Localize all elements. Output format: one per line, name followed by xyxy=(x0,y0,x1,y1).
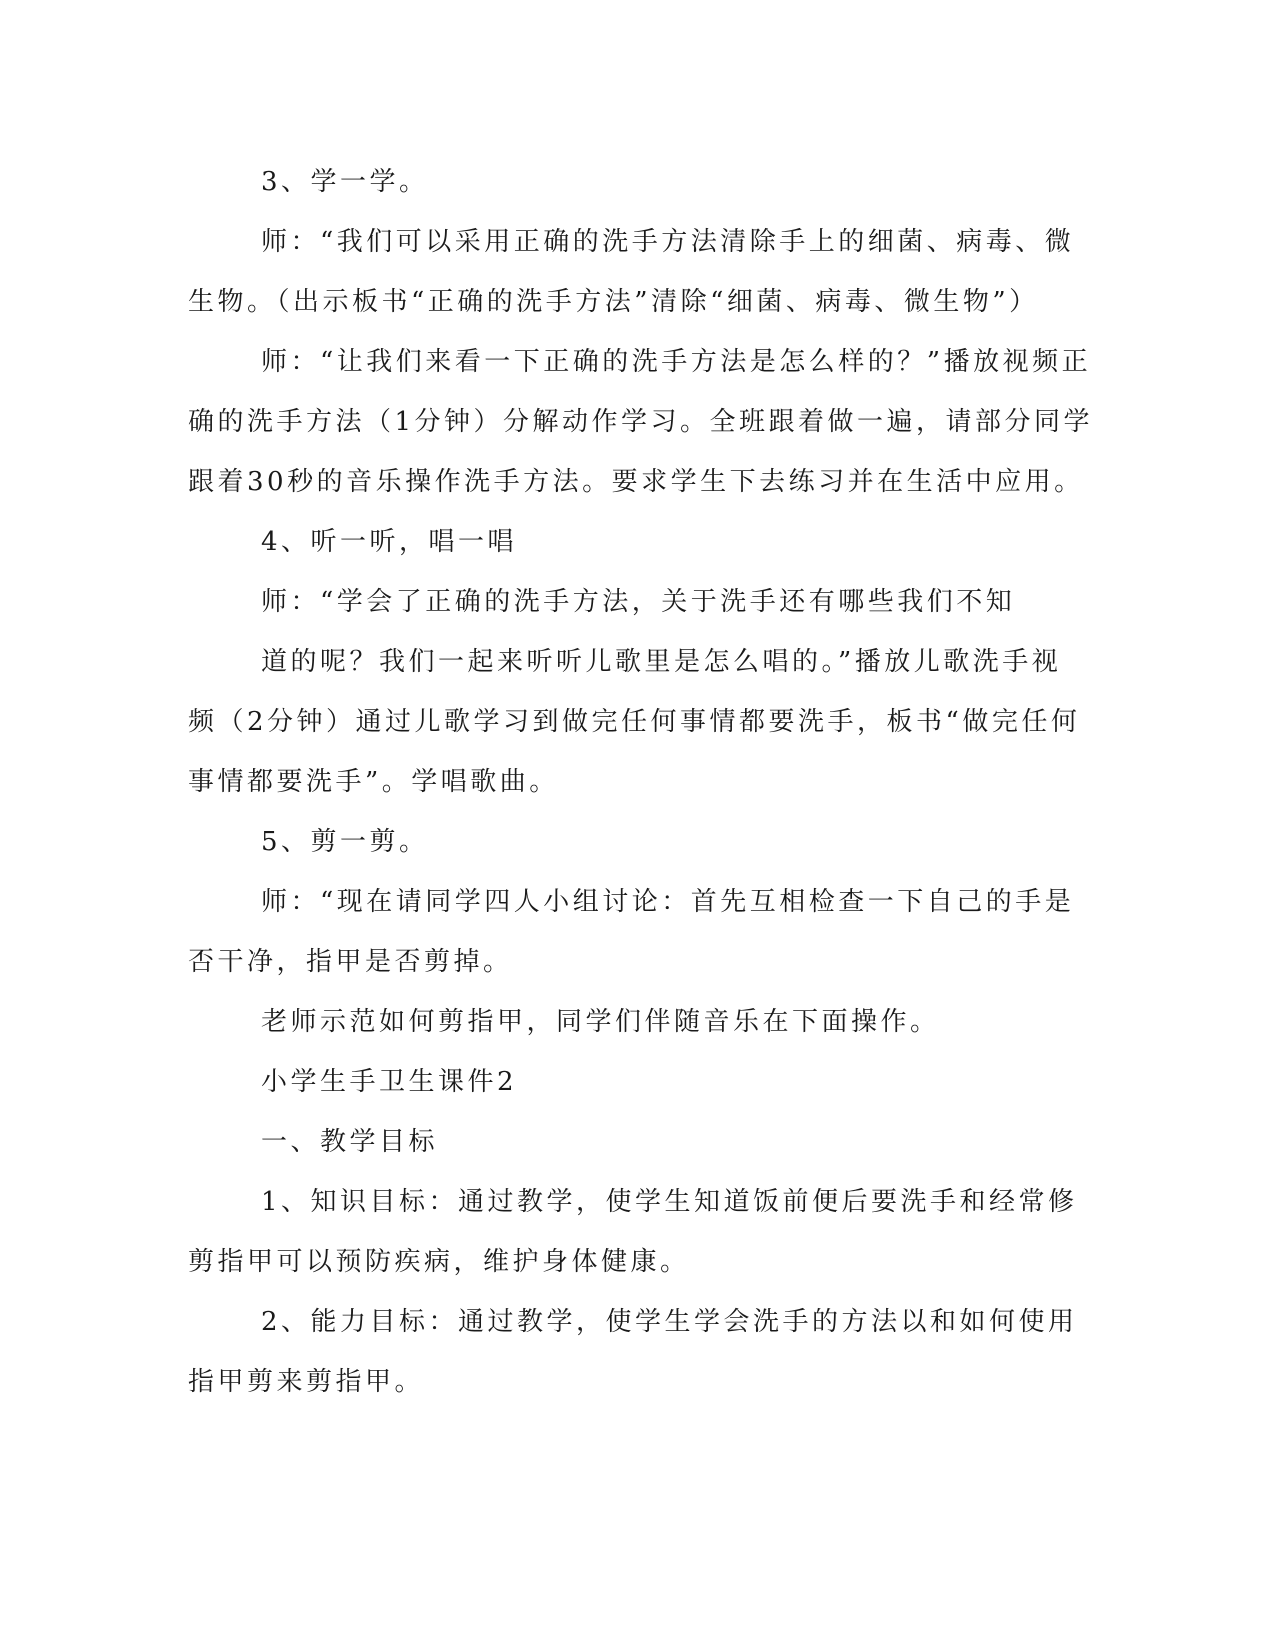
paragraph-line: 1、知识目标：通过教学，使学生知道饭前便后要洗手和经常修 xyxy=(261,1187,1078,1217)
paragraph-line: 跟着30秒的音乐操作洗手方法。要求学生下去练习并在生活中应用。 xyxy=(188,467,1084,497)
heading-step-4: 4、听一听，唱一唱 xyxy=(261,527,518,557)
paragraph-line: 2、能力目标：通过教学，使学生学会洗手的方法以和如何使用 xyxy=(261,1307,1078,1337)
paragraph-line: 师：“让我们来看一下正确的洗手方法是怎么样的？”播放视频正 xyxy=(261,347,1092,377)
paragraph-line: 老师示范如何剪指甲，同学们伴随音乐在下面操作。 xyxy=(261,1007,940,1037)
paragraph-line: 事情都要洗手”。学唱歌曲。 xyxy=(188,767,559,797)
heading-step-5: 5、剪一剪。 xyxy=(261,827,429,857)
paragraph-line: 师：“学会了正确的洗手方法，关于洗手还有哪些我们不知 xyxy=(261,587,1016,617)
paragraph-line: 师：“我们可以采用正确的洗手方法清除手上的细菌、病毒、微 xyxy=(261,227,1075,257)
paragraph-line: 否干净，指甲是否剪掉。 xyxy=(188,947,513,977)
section-title: 小学生手卫生课件2 xyxy=(261,1067,518,1097)
subsection-title: 一、教学目标 xyxy=(261,1127,439,1157)
paragraph-line: 道的呢？我们一起来听听儿歌里是怎么唱的。”播放儿歌洗手视 xyxy=(261,647,1062,677)
paragraph-line: 生物。（出示板书“正确的洗手方法”清除“细菌、病毒、微生物”） xyxy=(188,287,1039,317)
paragraph-line: 指甲剪来剪指甲。 xyxy=(188,1367,425,1397)
paragraph-line: 师：“现在请同学四人小组讨论：首先互相检查一下自己的手是 xyxy=(261,887,1075,917)
paragraph-line: 剪指甲可以预防疾病，维护身体健康。 xyxy=(188,1247,690,1277)
paragraph-line: 确的洗手方法（1分钟）分解动作学习。全班跟着做一遍，请部分同学 xyxy=(188,407,1094,437)
paragraph-line: 频（2分钟）通过儿歌学习到做完任何事情都要洗手，板书“做完任何 xyxy=(188,707,1081,737)
heading-step-3: 3、学一学。 xyxy=(261,167,429,197)
